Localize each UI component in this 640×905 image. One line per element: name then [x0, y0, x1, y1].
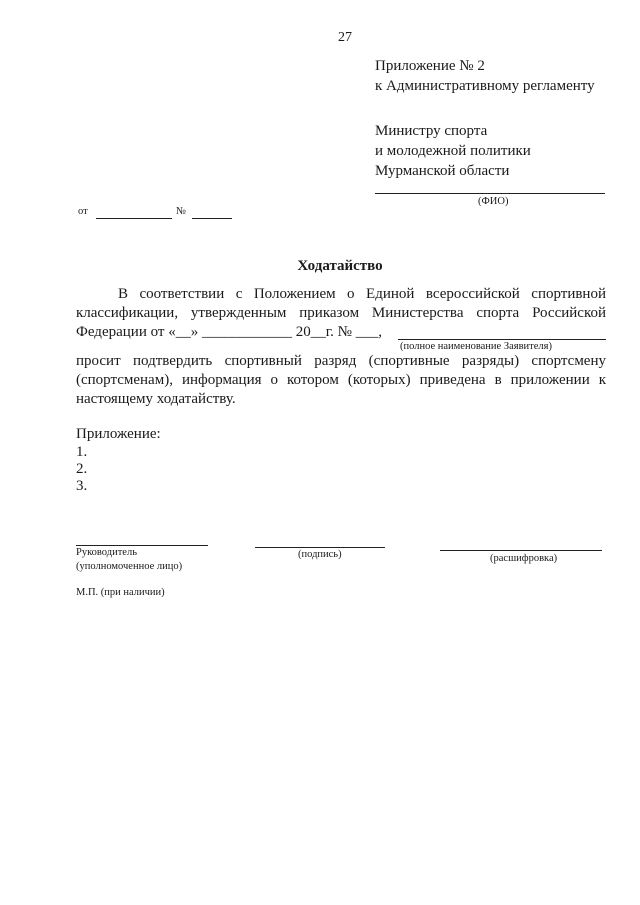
page-number: 27: [338, 30, 352, 45]
attachment-item: 2.: [76, 461, 88, 477]
body-line-4: просит подтвердить спортивный разряд (спортивные разряды) спортсмену: [76, 353, 606, 369]
head-signature-line: [76, 545, 208, 546]
fio-caption: (ФИО): [478, 196, 509, 207]
appendix-reference: к Административному регламенту: [375, 78, 595, 94]
recipient-block: [375, 121, 531, 181]
signature-caption: (подпись): [298, 549, 342, 560]
number-label: №: [176, 206, 187, 217]
body-line-3: Федерации от «__» ____________ 20__г. № ___,: [76, 324, 382, 340]
decoding-caption: (расшифровка): [490, 553, 558, 564]
attachment-item: 1.: [76, 444, 88, 460]
signature-line: [255, 547, 385, 548]
fio-line: [375, 193, 605, 194]
date-label: от: [78, 206, 88, 217]
body-line-2: классификации, утвержденным приказом Министерства спорта Российской: [76, 305, 606, 321]
body-line-6: настоящему ходатайству.: [76, 391, 236, 407]
number-line: [192, 218, 232, 219]
head-label: Руководитель: [76, 547, 137, 558]
date-line: [96, 218, 172, 219]
appendix-title: Приложение № 2: [375, 58, 485, 74]
attachments-heading: Приложение:: [76, 426, 161, 442]
recipient-line-2: и молодежной политики: [375, 143, 531, 159]
body-line-1: В соответствии с Положением о Единой всероссийской спортивной: [118, 286, 606, 302]
applicant-caption: (полное наименование Заявителя): [400, 341, 552, 352]
document-title: Ходатайство: [297, 258, 383, 274]
body-line-5: (спортсменам), информация о котором (которых) приведена в приложении к: [76, 372, 606, 388]
decoding-line: [440, 550, 602, 551]
stamp-note: М.П. (при наличии): [76, 587, 165, 598]
attachment-item: 3.: [76, 478, 88, 494]
applicant-line: [398, 339, 606, 340]
appendix-header: [375, 56, 595, 96]
head-label-note: (уполномоченное лицо): [76, 561, 183, 572]
recipient-line-3: Мурманской области: [375, 163, 510, 179]
recipient-line-1: Министру спорта: [375, 123, 488, 139]
